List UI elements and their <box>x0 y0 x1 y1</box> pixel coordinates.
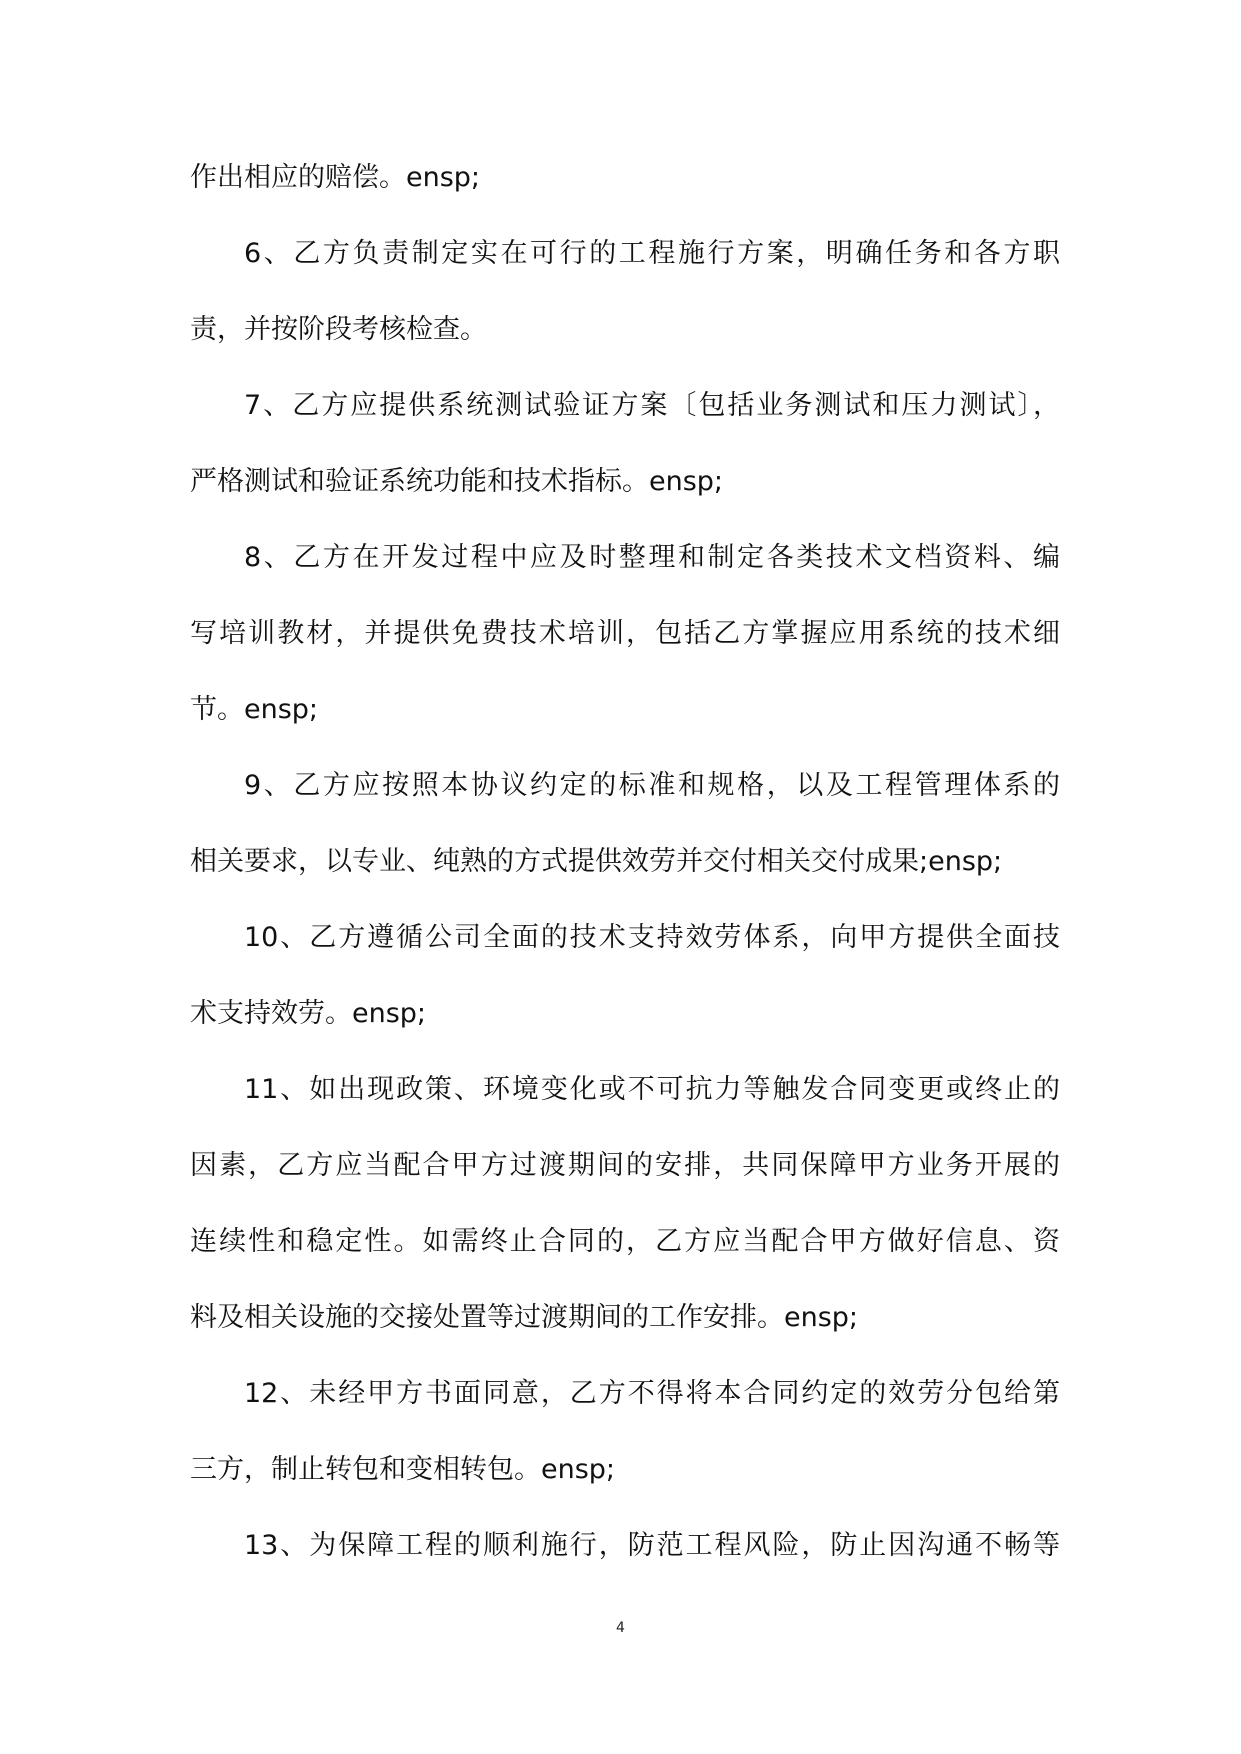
text-line: 料及相关设施的交接处置等过渡期间的工作安排。ensp; <box>190 1302 859 1333</box>
text-line: 写培训教材，并提供免费技术培训，包括乙方掌握应用系统的技术细 <box>190 618 1060 649</box>
text-line: 连续性和稳定性。如需终止合同的，乙方应当配合甲方做好信息、资 <box>190 1226 1060 1257</box>
text-line: 9、乙方应按照本协议约定的标准和规格，以及工程管理体系的 <box>244 770 1060 801</box>
text-line: 严格测试和验证系统功能和技术指标。ensp; <box>190 466 724 497</box>
text-line: 12、未经甲方书面同意，乙方不得将本合同约定的效劳分包给第 <box>244 1378 1060 1409</box>
text-line: 相关要求，以专业、纯熟的方式提供效劳并交付相关交付成果;ensp; <box>190 846 1003 877</box>
text-line: 因素，乙方应当配合甲方过渡期间的安排，共同保障甲方业务开展的 <box>190 1150 1060 1181</box>
text-line: 作出相应的赔偿。ensp; <box>190 162 481 193</box>
text-line: 13、为保障工程的顺利施行，防范工程风险，防止因沟通不畅等 <box>244 1530 1060 1561</box>
document-body <box>190 140 1060 1584</box>
text-line: 术支持效劳。ensp; <box>190 998 427 1029</box>
page-number: 4 <box>616 1620 625 1636</box>
text-line: 8、乙方在开发过程中应及时整理和制定各类技术文档资料、编 <box>244 542 1060 573</box>
text-line: 节。ensp; <box>190 694 319 725</box>
text-line: 三方，制止转包和变相转包。ensp; <box>190 1454 616 1485</box>
text-line: 7、乙方应提供系统测试验证方案〔包括业务测试和压力测试〕， <box>244 390 1060 421</box>
text-line: 11、如出现政策、环境变化或不可抗力等触发合同变更或终止的 <box>244 1074 1060 1105</box>
text-line: 10、乙方遵循公司全面的技术支持效劳体系，向甲方提供全面技 <box>244 922 1060 953</box>
text-line: 6、乙方负责制定实在可行的工程施行方案，明确任务和各方职 <box>244 238 1060 269</box>
text-line: 责，并按阶段考核检查。 <box>190 314 487 345</box>
